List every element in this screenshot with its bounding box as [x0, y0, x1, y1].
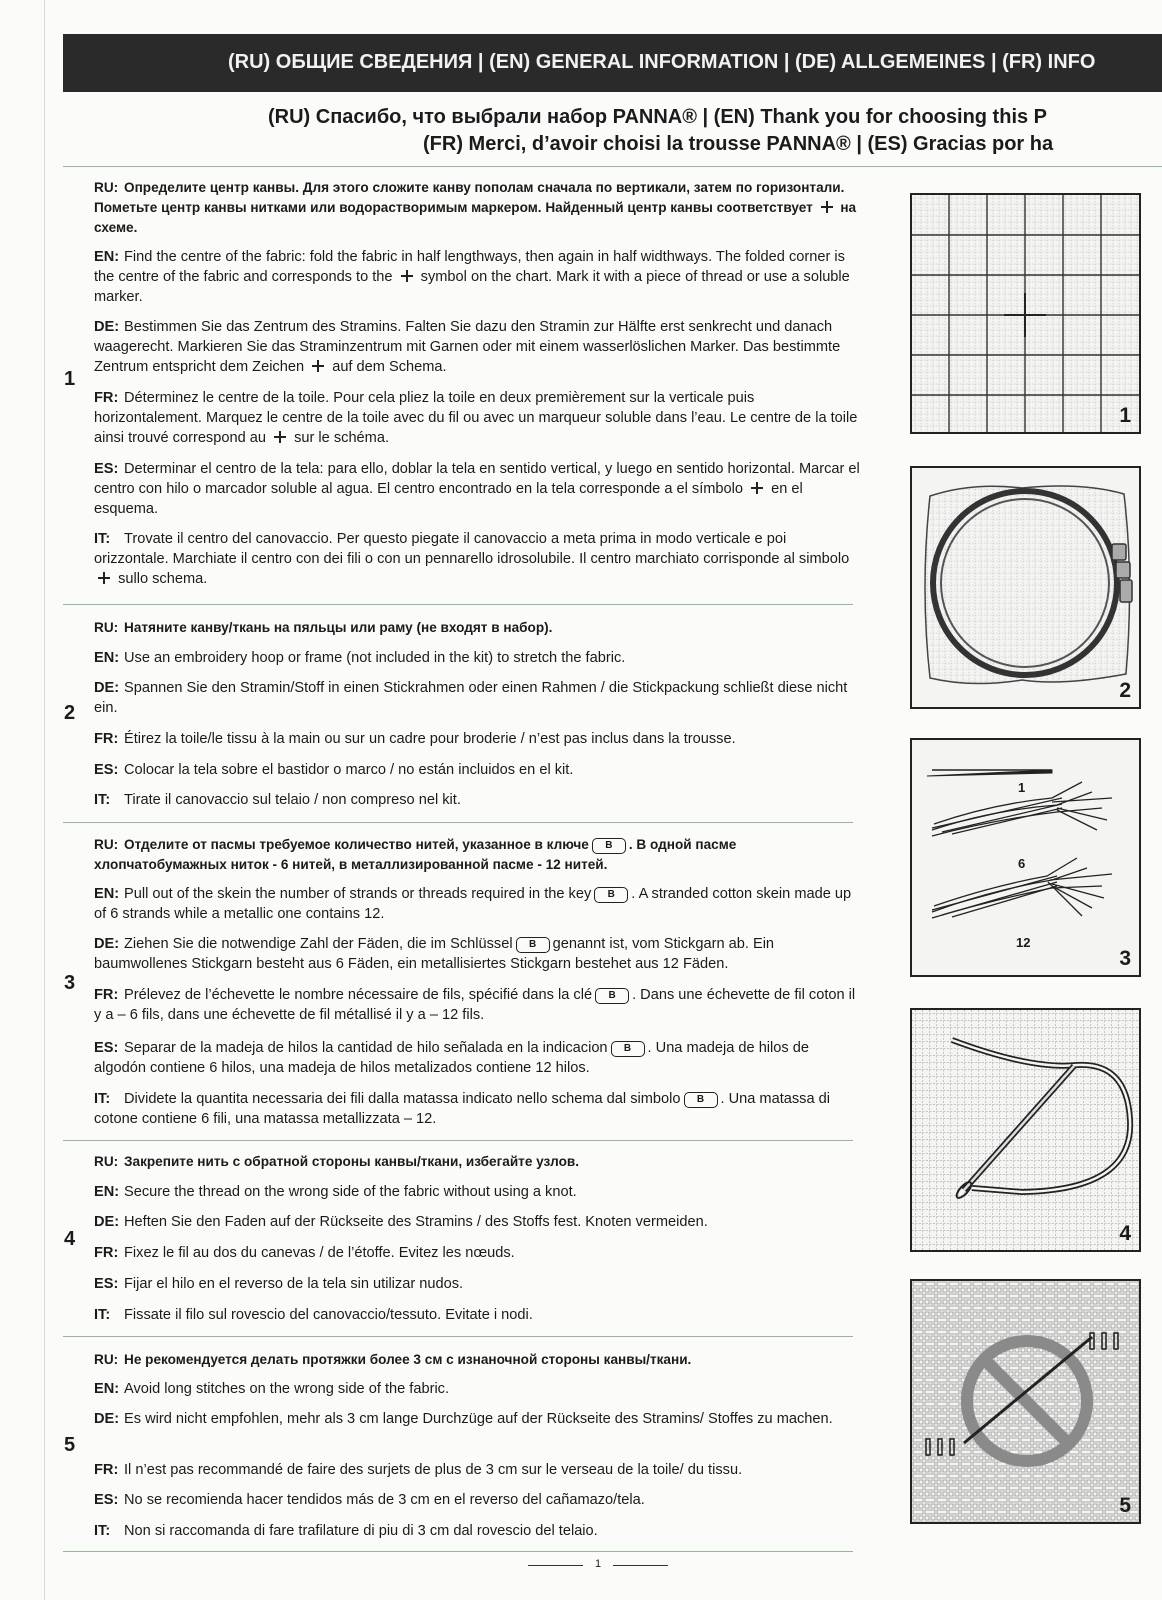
step-5-es [94, 1490, 864, 1510]
step-5-it [94, 1521, 864, 1541]
step-number: 4 [64, 1228, 76, 1250]
step-1-it [94, 529, 864, 589]
key-b-badge: B [592, 838, 626, 854]
text: Colocar la tela sobre el bastidor o marco / no están incluidos en el kit. [124, 762, 574, 778]
step-5-ru [94, 1350, 864, 1370]
step-2-es [94, 760, 864, 780]
text: Закрепите нить с обратной стороны канвы/ткани, избегайте узлов. [124, 1154, 580, 1169]
step-1-fr [94, 388, 864, 448]
step-4-es [94, 1274, 864, 1294]
lang-code: ES: [94, 461, 119, 477]
key-b-badge: B [611, 1041, 645, 1057]
lang-code: DE: [94, 319, 120, 335]
center-plus-icon [312, 360, 324, 372]
text: Es wird nicht empfohlen, mehr als 3 cm lange Durchzüge auf der Rückseite des Stramins/ Stoffes zu machen. [124, 1411, 833, 1427]
divider [63, 1551, 853, 1552]
step-2-en [94, 648, 864, 668]
text: Determinar el centro de la tela: para ello, doblar la tela en sentido vertical, y luego en sentido horizontal. Marcar el centro con hilo o marcador soluble al agua. El centro encontrado en la tela corresponde a el símbolo [94, 461, 860, 497]
illustration-2 [910, 466, 1141, 709]
thanks-line-1: (RU) Спасибо, что выбрали набор PANNA® | (EN) Thank you for choosing this P [268, 106, 1048, 128]
text: . Una matassa di cotone contiene 6 fili, una matassa metallizzata – 12. [94, 1091, 831, 1127]
lang-code: EN: [94, 1381, 120, 1397]
lang-code: RU: [94, 180, 119, 195]
lang-code: ES: [94, 1276, 119, 1292]
text: Fissate il filo sul rovescio del canovaccio/tessuto. Evitate i nodi. [124, 1307, 533, 1323]
step-3-es [94, 1038, 864, 1078]
text: Étirez la toile/le tissu à la main ou sur un cadre pour broderie / n’est pas inclus dans la trousse. [124, 731, 736, 747]
text: Не рекомендуется делать протяжки более 3 см с изнаночной стороны канвы/ткани. [124, 1352, 692, 1367]
illustration-1 [910, 193, 1141, 434]
step-2-ru [94, 618, 864, 638]
prohibited-long-stitch-image [912, 1281, 1139, 1522]
step-2-fr [94, 729, 864, 749]
step-4-ru [94, 1152, 864, 1172]
illustration-number: 4 [1119, 1222, 1131, 1245]
lang-code: EN: [94, 886, 120, 902]
center-plus-icon [401, 270, 413, 282]
step-number: 3 [64, 972, 76, 994]
lang-code: EN: [94, 1184, 120, 1200]
lang-code: ES: [94, 1040, 119, 1056]
lang-code: ES: [94, 762, 119, 778]
text: Separar de la madeja de hilos la cantidad de hilo señalada en la indicacion [124, 1040, 608, 1056]
text: No se recomienda hacer tendidos más de 3 cm en el reverso del cañamazo/tela. [124, 1492, 645, 1508]
page-margin-line [44, 0, 45, 1600]
lang-code: FR: [94, 390, 119, 406]
text: . Dans une échevette de fil coton il y a – 6 fils, dans une échevette de fil métallisé il y a – 12 fils. [94, 987, 856, 1023]
step-2-it [94, 790, 864, 810]
lang-code: DE: [94, 936, 120, 952]
strand-label-12: 12 [1016, 935, 1031, 950]
header-bar [63, 34, 1162, 92]
key-b-badge: B [516, 937, 550, 953]
center-plus-icon [751, 482, 763, 494]
text: . Una madeja de hilos de algodón contiene 6 hilos, una madeja de hilos metalizados contiene 12 hilos. [94, 1040, 809, 1076]
lang-code: DE: [94, 680, 120, 696]
lang-code: ES: [94, 1492, 119, 1508]
text: auf dem Schema. [332, 359, 447, 375]
step-4-en [94, 1182, 864, 1202]
text: Spannen Sie den Stramin/Stoff in einen Stickrahmen oder einen Rahmen / die Stickpackung schließt diese nicht ein. [94, 680, 848, 716]
text: en el esquema. [94, 481, 803, 517]
lang-code: FR: [94, 1462, 119, 1478]
step-3-en [94, 884, 864, 924]
divider [63, 604, 853, 605]
needle-thread-image [912, 1010, 1139, 1250]
text: Bestimmen Sie das Zentrum des Stramins. Falten Sie dazu den Stramin zur Hälfte erst senkrecht und danach waagerecht. Markieren Sie das Straminzentrum mit Garnen oder mit einem wasserlöslichen Marker. Das bestimmte Zentrum entspricht dem Zeichen [94, 319, 841, 375]
thanks-line-2: (FR) Merci, d’avoir choisi la trousse PANNA® | (ES) Gracias por ha [423, 133, 1054, 155]
text: Non si raccomanda di fare trafilature di piu di 3 cm dal rovescio del telaio. [124, 1523, 598, 1539]
lang-code: FR: [94, 731, 119, 747]
illustration-number: 3 [1119, 947, 1131, 970]
text: sullo schema. [118, 571, 208, 587]
step-4-it [94, 1305, 864, 1325]
text: на схеме. [94, 200, 857, 235]
text: . A stranded cotton skein made up of 6 strands while a metallic one contains 12. [94, 886, 852, 922]
step-number: 2 [64, 702, 76, 724]
step-number: 5 [64, 1434, 76, 1456]
text: Il n’est pas recommandé de faire des surjets de plus de 3 cm sur le verseau de la toile/ du tissu. [124, 1462, 743, 1478]
illustration-4 [910, 1008, 1141, 1252]
divider [63, 1140, 853, 1141]
illustration-number: 1 [1119, 404, 1131, 427]
strand-label-6: 6 [1018, 856, 1026, 871]
strand-label-1: 1 [1018, 780, 1026, 795]
text: Déterminez le centre de la toile. Pour cela pliez la toile en deux premièrement sur la verticale puis horizontalement. Marquez le centre de la toile avec du fil ou avec un marqueur soluble dans l’eau. Le centre de la toile ainsi trouvé correspond au [94, 390, 858, 446]
divider [63, 1336, 853, 1337]
lang-code: IT: [94, 1523, 111, 1539]
lang-code: IT: [94, 1307, 111, 1323]
lang-code: FR: [94, 987, 119, 1003]
center-plus-icon [821, 201, 833, 213]
lang-code: IT: [94, 531, 111, 547]
text: symbol on the chart. Mark it with a piece of thread or use a soluble marker. [94, 269, 850, 305]
text: Определите центр канвы. Для этого сложите канву пополам сначала по вертикали, затем по горизонтали. Пометьте центр канвы нитками или водорастворимым маркером. Найденный центр канвы соответствует [94, 180, 845, 215]
step-5-fr [94, 1460, 864, 1480]
text: genannt ist, vom Stickgarn ab. Ein baumwollenes Stickgarn besteht aus 6 Fäden, ein metallisiertes Stickgarn bestehet aus 12 Fäden. [94, 936, 775, 972]
fabric-grid-center-image [912, 195, 1139, 432]
text: Pull out of the skein the number of strands or threads required in the key [124, 886, 592, 902]
text: Secure the thread on the wrong side of the fabric without using a knot. [124, 1184, 577, 1200]
embroidery-hoop-image [912, 468, 1139, 707]
text: Avoid long stitches on the wrong side of the fabric. [124, 1381, 450, 1397]
page-number: 1 [528, 1558, 668, 1570]
step-3-it [94, 1089, 864, 1129]
lang-code: RU: [94, 1352, 119, 1367]
text: Find the centre of the fabric: fold the fabric in half lengthways, then again in half widthways. The folded corner is the centre of the fabric and corresponds to the [94, 249, 845, 285]
illustration-5 [910, 1279, 1141, 1524]
lang-code: DE: [94, 1214, 120, 1230]
lang-code: RU: [94, 1154, 119, 1169]
header-title: (RU) ОБЩИЕ СВЕДЕНИЯ | (EN) GENERAL INFORMATION | (DE) ALLGEMEINES | (FR) INFO [228, 51, 1096, 73]
text: . В одной пасме хлопчатобумажных ниток - 6 нитей, в металлизированной пасме - 12 нитей. [94, 837, 737, 872]
step-3-ru [94, 835, 864, 875]
key-b-badge: B [595, 988, 629, 1004]
lang-code: IT: [94, 792, 111, 808]
divider [63, 166, 1162, 167]
center-plus-icon [98, 572, 110, 584]
step-1-ru [94, 178, 864, 238]
text: Fijar el hilo en el reverso de la tela sin utilizar nudos. [124, 1276, 464, 1292]
lang-code: EN: [94, 650, 120, 666]
text: Use an embroidery hoop or frame (not included in the kit) to stretch the fabric. [124, 650, 626, 666]
step-3-de [94, 934, 864, 974]
step-2-de [94, 678, 864, 718]
text: Tirate il canovaccio sul telaio / non compreso nel kit. [124, 792, 461, 808]
text: sur le schéma. [294, 430, 390, 446]
divider [63, 822, 853, 823]
step-5-de [94, 1409, 864, 1429]
lang-code: RU: [94, 620, 119, 635]
text: Натяните канву/ткань на пяльцы или раму (не входят в набор). [124, 620, 553, 635]
text: Ziehen Sie die notwendige Zahl der Fäden, die im Schlüssel [124, 936, 513, 952]
lang-code: FR: [94, 1245, 119, 1261]
step-1-de [94, 317, 864, 377]
step-4-de [94, 1212, 864, 1232]
text: Dividete la quantita necessaria dei fili dalla matassa indicato nello schema dal simbolo [124, 1091, 681, 1107]
text: Отделите от пасмы требуемое количество нитей, указанное в ключе [124, 837, 589, 852]
key-b-badge: B [594, 887, 628, 903]
illustration-3 [910, 738, 1141, 977]
lang-code: IT: [94, 1091, 111, 1107]
illustration-number: 2 [1119, 679, 1131, 702]
lang-code: EN: [94, 249, 120, 265]
step-3-fr [94, 985, 864, 1025]
text: Prélevez de l’échevette le nombre nécessaire de fils, spécifié dans la clé [124, 987, 593, 1003]
text: Heften Sie den Faden auf der Rückseite des Stramins / des Stoffs fest. Knoten vermeiden. [124, 1214, 708, 1230]
lang-code: RU: [94, 837, 119, 852]
lang-code: DE: [94, 1411, 120, 1427]
step-1-en [94, 247, 864, 307]
step-number: 1 [64, 368, 76, 390]
key-b-badge: B [684, 1092, 718, 1108]
text: Fixez le fil au dos du canevas / de l’étoffe. Evitez les nœuds. [124, 1245, 515, 1261]
text: Trovate il centro del canovaccio. Per questo piegate il canovaccio a meta prima in modo verticale e poi orizzontale. Marchiate il centro con dei fili o con un pennarello idrosolubile. Il centro marchiato corrisponde al simbolo [94, 531, 850, 567]
step-4-fr [94, 1243, 864, 1263]
illustration-number: 5 [1119, 1494, 1131, 1517]
step-5-en [94, 1379, 864, 1399]
center-plus-icon [274, 431, 286, 443]
step-1-es [94, 459, 864, 519]
